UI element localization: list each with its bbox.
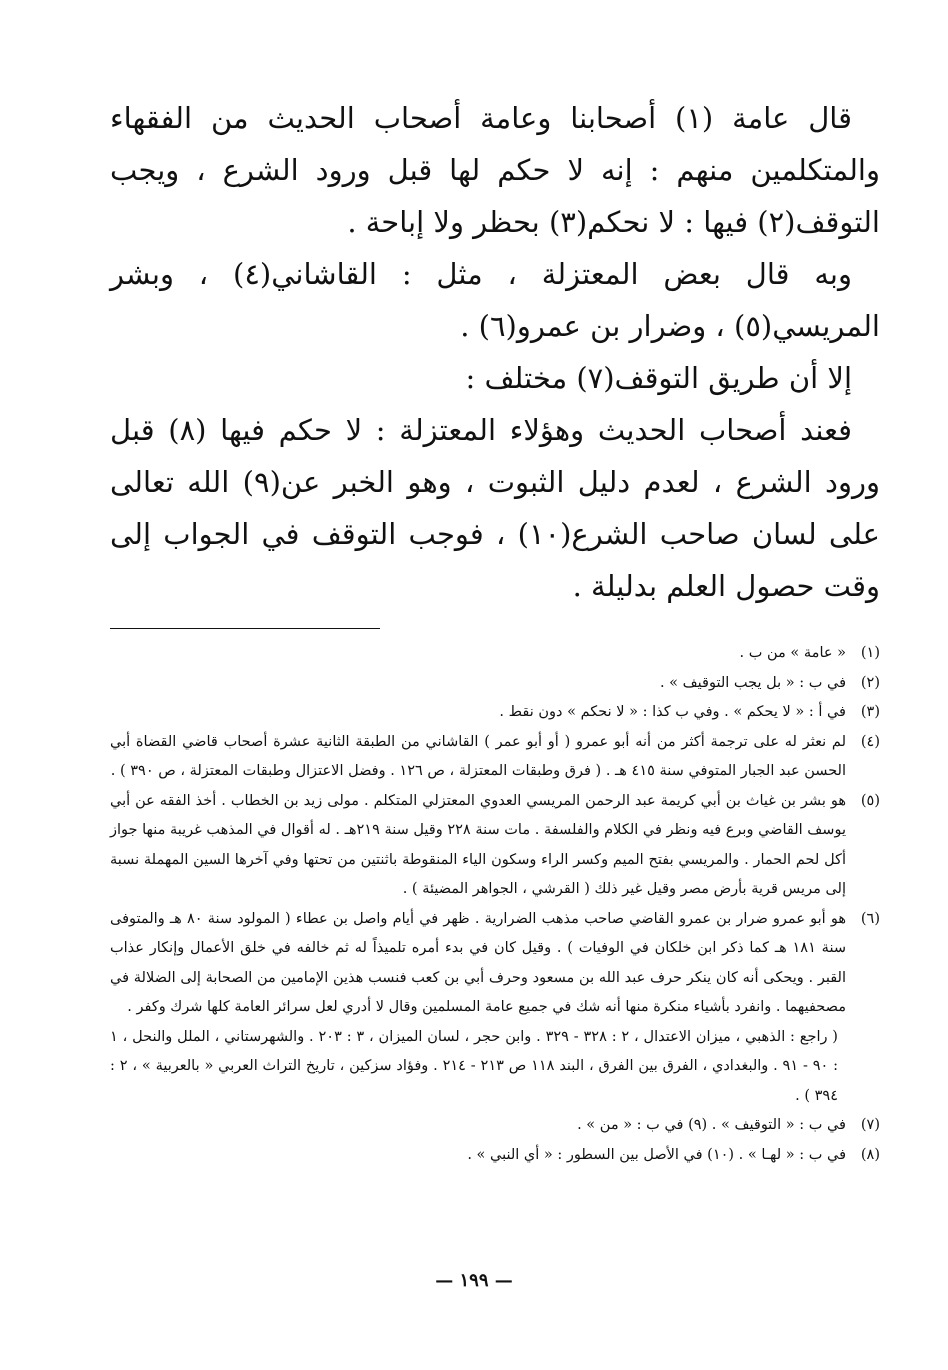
footnote-number: (٣) xyxy=(860,704,880,720)
footnote-number: (٨) xyxy=(860,1146,880,1163)
main-text xyxy=(110,92,880,612)
footnote-divider xyxy=(110,628,380,629)
footnote-number: (٦) xyxy=(860,910,880,927)
footnote-text: في ب : « بل يجب التوقيف » . xyxy=(659,674,846,691)
footnote-3 xyxy=(110,698,880,728)
page xyxy=(110,92,880,1170)
footnote-references: ( راجع : الذهبي ، ميزان الاعتدال ، ٢ : ٣٢٨ - ٣٢٩ . وابن حجر ، لسان الميزان ، ٣ : ٢٠٣ . والشهرستاني ، الملل والنحل ، ١ : ٩٠ - ٩١ . والبغدادي ، الفرق بين الفرق ، البند ١١٨ ص ٢١٣ - ٢١٤ . وفؤاد سزكين ، تاريخ التراث العربي « بالعربية » ، ٢ : ٣٩٤ ) . xyxy=(110,1028,838,1104)
footnote-text: هو أبو عمرو ضرار بن عمرو القاضي صاحب مذهب الضرارية . ظهر في أيام واصل بن عطاء ( المولود سنة ٨٠ هـ والمتوفى سنة ١٨١ هـ كما ذكر ابن خلكان في الوفيات ) . وقيل كان في بدء أمره تلميذاً له ثم خالفه في خلق الأعمال وإنكار عذاب القبر . ويحكى أنه كان ينكر حرف عبد الله بن مسعود وحرف أبي بن كعب فنسب هذين الإمامين من الصحابة إلى الضلالة في مصحفيهما . وانفرد بأشياء منكرة منها أنه شك في جميع عامة المسلمين وقال لا أدري لعل سرائر العامة كلها شرك وكفر . xyxy=(110,910,847,1015)
footnote-text: « عامة » من ب . xyxy=(739,645,846,661)
footnote-text: في أ : « لا يحكم » . وفي ب كذا : « لا نحكم » دون نقط . xyxy=(499,704,846,720)
footnote-number: (٧) xyxy=(860,1117,880,1133)
footnote-text: في ب : « التوقيف » . (٩) في ب : « من » . xyxy=(577,1117,846,1133)
footnote-6 xyxy=(110,905,880,1112)
footnote-7 xyxy=(110,1111,880,1141)
footnote-text: لم نعثر له على ترجمة أكثر من أنه أبو عمرو ( أو أبو عمر ) القاشاني من الطبقة الثانية عشرة أصحاب قاضي القضاة أبي الحسن عبد الجبار المتوفي سنة ٤١٥ هـ . ( فرق وطبقات المعتزلة ، ص ١٢٦ . وفضل الاعتزال وطبقات المعتزلة ، ص ٣٩٠ ) . xyxy=(110,733,846,779)
footnote-1 xyxy=(110,639,880,669)
paragraph-2: وبه قال بعض المعتزلة ، مثل : القاشاني(٤) ، وبشر المريسي(٥) ، وضرار بن عمرو(٦) . xyxy=(110,257,880,343)
paragraph-1: قال عامة (١) أصحابنا وعامة أصحاب الحديث من الفقهاء والمتكلمين منهم : إنه لا حكم لها قبل ورود الشرع ، ويجب التوقف(٢) فيها : لا نحكم(٣) بحظر ولا إباحة . xyxy=(110,101,880,239)
footnotes xyxy=(110,639,880,1170)
footnote-5 xyxy=(110,787,880,905)
footnote-text: هو بشر بن غياث بن أبي كريمة عبد الرحمن المريسي العدوي المعتزلي المتكلم . مولى زيد بن الخطاب . أخذ الفقه عن أبي يوسف القاضي وبرع فيه ونظر في الكلام والفلسفة . مات سنة ٢٢٨ وقيل سنة ٢١٩هـ . له أقوال في المذهب غريبة منها جواز أكل لحم الحمار . والمريسي بفتح الميم وكسر الراء وسكون الياء المنقوطة باثنتين من تحتها وفي آخرها السين المهملة نسبة إلى مريس قرية بأرض مصر وقيل غير ذلك ( القرشي ، الجواهر المضيئة ) . xyxy=(110,792,846,897)
page-number: — ١٩٩ — xyxy=(435,1270,513,1291)
paragraph-4: فعند أصحاب الحديث وهؤلاء المعتزلة : لا حكم فيها (٨) قبل ورود الشرع ، لعدم دليل الثبوت ، وهو الخبر عن(٩) الله تعالى على لسان صاحب الشرع(١٠) ، فوجب التوقف في الجواب إلى وقت حصول العلم بدليلة . xyxy=(110,413,880,603)
footnote-4 xyxy=(110,728,880,787)
footnote-number: (١) xyxy=(860,645,880,661)
footnote-text: في ب : « لهـا » . (١٠) في الأصل بين السطور : « أي النبي » . xyxy=(467,1146,846,1163)
footnote-number: (٢) xyxy=(860,674,880,691)
footnote-number: (٥) xyxy=(860,792,880,809)
paragraph-3: إلا أن طريق التوقف(٧) مختلف : xyxy=(465,361,852,395)
footnote-2 xyxy=(110,669,880,699)
footnote-number: (٤) xyxy=(860,733,880,750)
footnote-8 xyxy=(110,1141,880,1171)
